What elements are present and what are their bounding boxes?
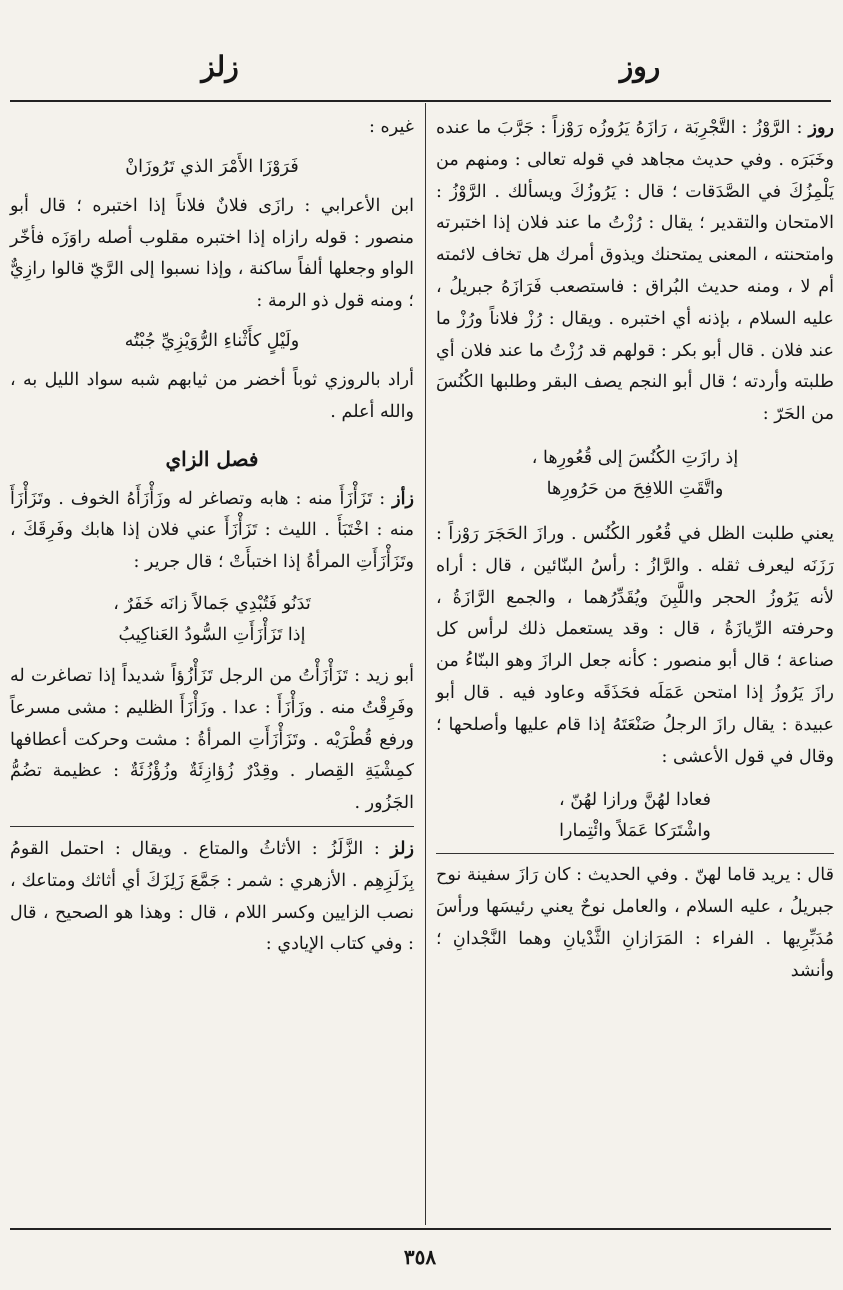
left-column <box>10 112 414 961</box>
headword: روز <box>808 117 834 138</box>
verse-line: إذا تَزَأْزَأَتِ السُّودُ العَناكِيبُ <box>118 624 306 645</box>
right-column <box>436 112 834 988</box>
entry-paragraph: يعني طلبت الظل في قُعُور الكُنُس . ورازَ الحَجَرَ رَوْزاً : رَزَنَه ليعرف ثقله . والرَّازُ : رأسُ البنّائين ، قال : أراه لأنه يَرُوزُ الحجر واللَّبِنَ ويُقَدِّرُهما ، والجمع الرَّازَةُ ، وحرفته الرِّيازَةُ ، قال : وقد يستعمل ذلك لرأس كل صناعة ؛ قال أبو منصور : كأنه جعل الرازَ وهو البنّاءُ من رازَ يَرُوزُ إذا امتحن عَمَلَه فحَذَقَه وعاود فيه . قال أبو عبيدة : يقال رازَ الرجلُ صَنْعَتَهُ إذا قام عليها وأصلحها ؛ وقال في قول الأعشى : <box>436 523 834 767</box>
verse-line: إذ رازَتِ الكُنُسَ إلى قُعُورِها ، <box>531 447 739 468</box>
headword: زأز <box>392 487 414 509</box>
header-headword-right: روز <box>619 50 661 83</box>
column-divider <box>425 103 426 1225</box>
entry-zlz <box>10 833 414 961</box>
verse-line: تَدَنُو فَتُبْدِي جَمالاً زانَه خَفَرٌ ، <box>113 593 311 614</box>
headword: زلز <box>390 837 414 859</box>
entry-paragraph: غيره : <box>369 117 414 137</box>
entry-text: : الزَّلَزُ : الأثاثُ والمتاع . ويقال : احتمل القومُ بِزَلَزِهِم . الأزهري : شمر : جَمَّعَ زَلِزَكَ أي أثاثك ومتاعك ، نصب الزايين وكسر اللام ، قال : وهذا هو الصحيح ، قال : وفي كتاب الإيادي : <box>10 838 414 955</box>
page-number: ٣٥٨ <box>403 1245 437 1269</box>
verse-line: ولَيْلٍ كأَثْناءِ الرُّوَيْزِيِّ جُبْتُه <box>124 330 300 351</box>
entry-paragraph: أبو زيد : تَزَأْزَأْتُ من الرجل تَزَأْزُؤاً شديداً إذا تصاغرت له وفَرِقْتُ منه . وزَأْزَأَ : عدا . وزَأْزَأَ الظليم : مشى مسرعاً ورفع قُطْرَيْه . وتَزَأْزَأَتِ المرأةُ : مشت وحركت أعطافها كمِشْيَةِ القِصار . وقِدْرٌ زُؤازِئَةٌ وزُؤْزُئَةٌ : عظيمة تضُمُّ الجَزُور . <box>10 665 414 814</box>
top-rule <box>10 100 831 102</box>
entry-text: : تَزَأْزَأَ منه : هابه وتصاغر له وزَأْزَأَهُ الخوف . وتَزَأْزَأَ منه : اخْتَبَأَ . الليث : تَزَأْزَأَ عني فلان إذا هابك وفَرِقَكَ ، وتَزَأْزَأَتِ المرأةُ إذا اختبأَتْ ؛ قال جرير : <box>10 488 414 573</box>
entry-text: : الرَّوْزُ : التَّجْرِبَة ، رَازَهُ يَرُوزُه رَوْزاً : جَرَّبَ ما عنده وخَبَرَه . وفي حديث مجاهد في قوله تعالى : ومنهم من يَلْمِزُكَ في الصَّدَقات ؛ قال : يَرُوزُكَ ويسألك . الرَّوْزُ : الامتحان والتقدير ؛ يقال : رُزْتُ ما عند فلان إذا اختبرته وامتحنته ، المعنى يمتحنك ويذوق أمرك هل تخاف لائمته أم لا ، ومنه حديث البُراق : فاستصعب فَرَازَهُ جبريلُ ، عليه السلام ، بإذنه أي اختبره . ويقال : رُزْ فلاناً ورُزْ ما عند فلان . قال أبو بكر : قولهم قد رُزْتُ ما عند فلان أي طلبته وأردته ؛ قال أبو النجم يصف البقر وطلبها الكُنُسَ من الحَرّ : <box>436 118 834 425</box>
verse-line: فعادا لهُنَّ ورازا لهُنّ ، <box>558 790 712 811</box>
bottom-rule <box>10 1228 831 1230</box>
verse-line: واتَّقَتِ اللافِحَ من حَرُورِها <box>546 478 724 499</box>
entry-rwz <box>436 112 834 431</box>
verse-line: واشْتَرَكا عَمَلاً وائْتِمارا <box>559 821 711 842</box>
entry-paragraph: قال : يريد قاما لهنّ . وفي الحديث : كان رَازَ سفينة نوح جبريلُ ، عليه السلام ، والعامل نوحٌ يعني رئيسَها ورأسَ مُدَبِّرِيها . الفراء : المَرَازانِ الثَّدْيانِ وهما النَّجْدانِ ؛ وأنشد <box>436 865 834 981</box>
entry-paragraph: أراد بالروزي ثوباً أخضر من ثيابهم شبه سواد الليل به ، والله أعلم . <box>10 369 414 422</box>
header-headword-left: زلز <box>201 50 239 83</box>
verse-line: فَرَوْزَا الأَمْرَ الذي تَرُوزَانْ <box>125 156 299 177</box>
entry-paragraph: ابن الأعرابي : رازَى فلانٌ فلاناً إذا اختبره ؛ قال أبو منصور : قوله رازاه إذا اختبره مقلوب أصله راوَزَه فأخّر الواو وجعلها ألفاً ساكنة ، وإذا نسبوا إلى الرَّيّ قالوا رازِيٌّ ؛ ومنه قول ذو الرمة : <box>10 195 414 312</box>
section-title: فصل الزاي <box>165 446 259 471</box>
entry-zaz <box>10 483 414 579</box>
